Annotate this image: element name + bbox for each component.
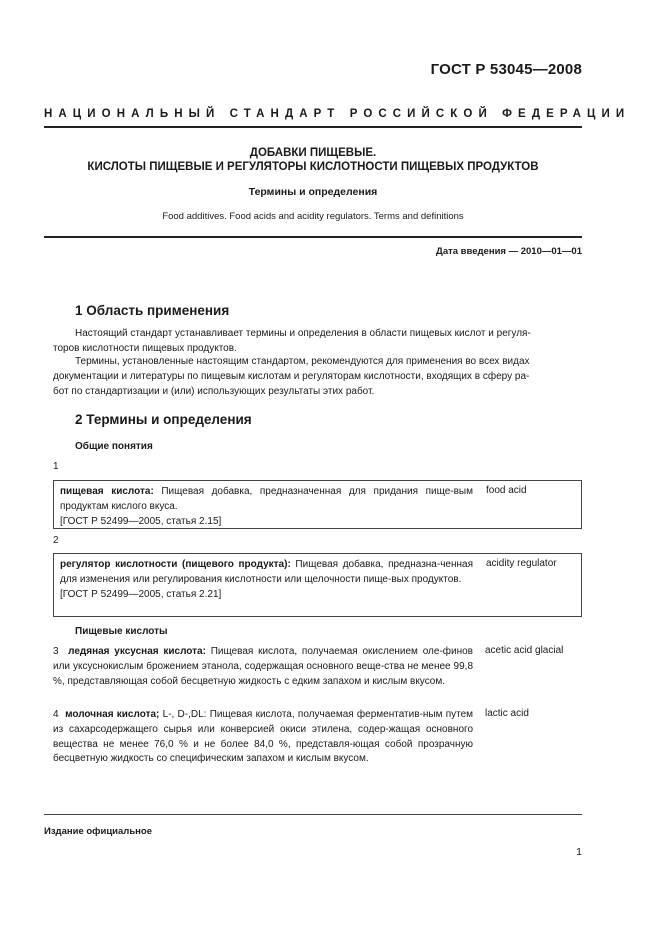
- section-2-heading: 2 Термины и определения: [75, 412, 252, 427]
- paragraph-line: бот по стандартизации и (или) использующих результаты этих работ.: [53, 386, 375, 397]
- term-name: ледяная уксусная кислота:: [68, 646, 206, 657]
- document-title: [44, 146, 582, 174]
- paragraph-line: Термины, установленные настоящим стандартом, рекомендуются для применения во всех видах: [75, 356, 530, 367]
- term-entry-acetic-acid: [53, 645, 473, 689]
- term-number: 3: [53, 646, 59, 657]
- title-line-2: КИСЛОТЫ ПИЩЕВЫЕ И РЕГУЛЯТОРЫ КИСЛОТНОСТИ ПИЩЕВЫХ ПРОДУКТОВ: [87, 161, 539, 173]
- document-subtitle: Термины и определения: [248, 186, 378, 198]
- header-rule: [44, 126, 582, 128]
- footer-rule: [44, 814, 582, 815]
- term-synonyms: L-, D-,DL:: [159, 709, 207, 720]
- term-english-equivalent: food acid: [486, 485, 527, 496]
- term-entry-food-acid: [53, 480, 582, 529]
- term-definition-text: Пищевая добавка, предназначенная для придания пище-вым продуктам кислого вкуса.: [60, 486, 473, 512]
- term-reference: [ГОСТ Р 52499—2005, статья 2.21]: [60, 588, 222, 600]
- introduction-date: Дата введения — 2010—01—01: [436, 246, 582, 257]
- title-line-1: ДОБАВКИ ПИЩЕВЫЕ.: [249, 147, 377, 159]
- page-number: 1: [576, 846, 582, 858]
- paragraph-line: Настоящий стандарт устанавливает термины и определения в области пищевых кислот и регуля-: [75, 328, 531, 339]
- term-name: регулятор кислотности (пищевого продукта):: [60, 559, 291, 570]
- term-entry-lactic-acid: [53, 708, 473, 767]
- term-definition: [54, 481, 479, 533]
- document-number: ГОСТ Р 53045—2008: [430, 61, 582, 78]
- paragraph-line: торов кислотности пищевых продуктов.: [53, 343, 237, 354]
- section-1-paragraph-2: [53, 354, 582, 399]
- food-acids-subheading: Пищевые кислоты: [75, 626, 168, 637]
- general-concepts-subheading: Общие понятия: [75, 441, 153, 452]
- title-rule: [44, 236, 582, 238]
- term-number: 2: [53, 535, 59, 546]
- official-edition-label: Издание официальное: [44, 826, 152, 837]
- term-definition-text: Пищевая добавка, предназна-ченная для изменения или регулирования кислотности или щелочности пище-вых продуктов.: [60, 559, 473, 585]
- paragraph-line: документации и литературы по пищевым кислотам и регуляторам кислотности, входящих в сферу ра-: [53, 371, 530, 382]
- section-1-paragraph-1: [53, 326, 582, 356]
- term-entry-acidity-regulator: [53, 553, 582, 617]
- term-number: 4: [53, 709, 59, 720]
- english-title: Food additives. Food acids and acidity regulators. Terms and definitions: [162, 211, 464, 222]
- term-definition-text: Пищевая кислота, получаемая ферментатив-ным путем из сахарсодержащего сырья или конверсией окиси этилена, содер-жащая основного вещества не менее 76,0 % и не более 84,0 %, представля-ющая собой прозрачную бесцветную жидкость со специфическим запахом и кислым вкусом.: [53, 709, 474, 765]
- term-name: пищевая кислота:: [60, 486, 154, 497]
- term-reference: [ГОСТ Р 52499—2005, статья 2.15]: [60, 515, 222, 527]
- term-number: 1: [53, 461, 59, 472]
- national-standard-heading: НАЦИОНАЛЬНЫЙ СТАНДАРТ РОССИЙСКОЙ ФЕДЕРАЦИИ: [44, 108, 631, 120]
- term-english-equivalent: lactic acid: [485, 708, 529, 719]
- term-english-equivalent: acetic acid glacial: [485, 645, 564, 656]
- term-english-equivalent: acidity regulator: [486, 558, 557, 569]
- term-definition: [54, 554, 479, 606]
- section-1-heading: 1 Область применения: [75, 303, 230, 318]
- term-definition-text: Пищевая кислота, получаемая окислением оле-финов или уксуснокислым брожением этанола, содержащая основного веще-ства не менее 99,8 %, представляющая собой бесцветную жидкость с едким запахом и кислым вкусом.: [53, 646, 473, 687]
- term-name: молочная кислота;: [65, 709, 160, 720]
